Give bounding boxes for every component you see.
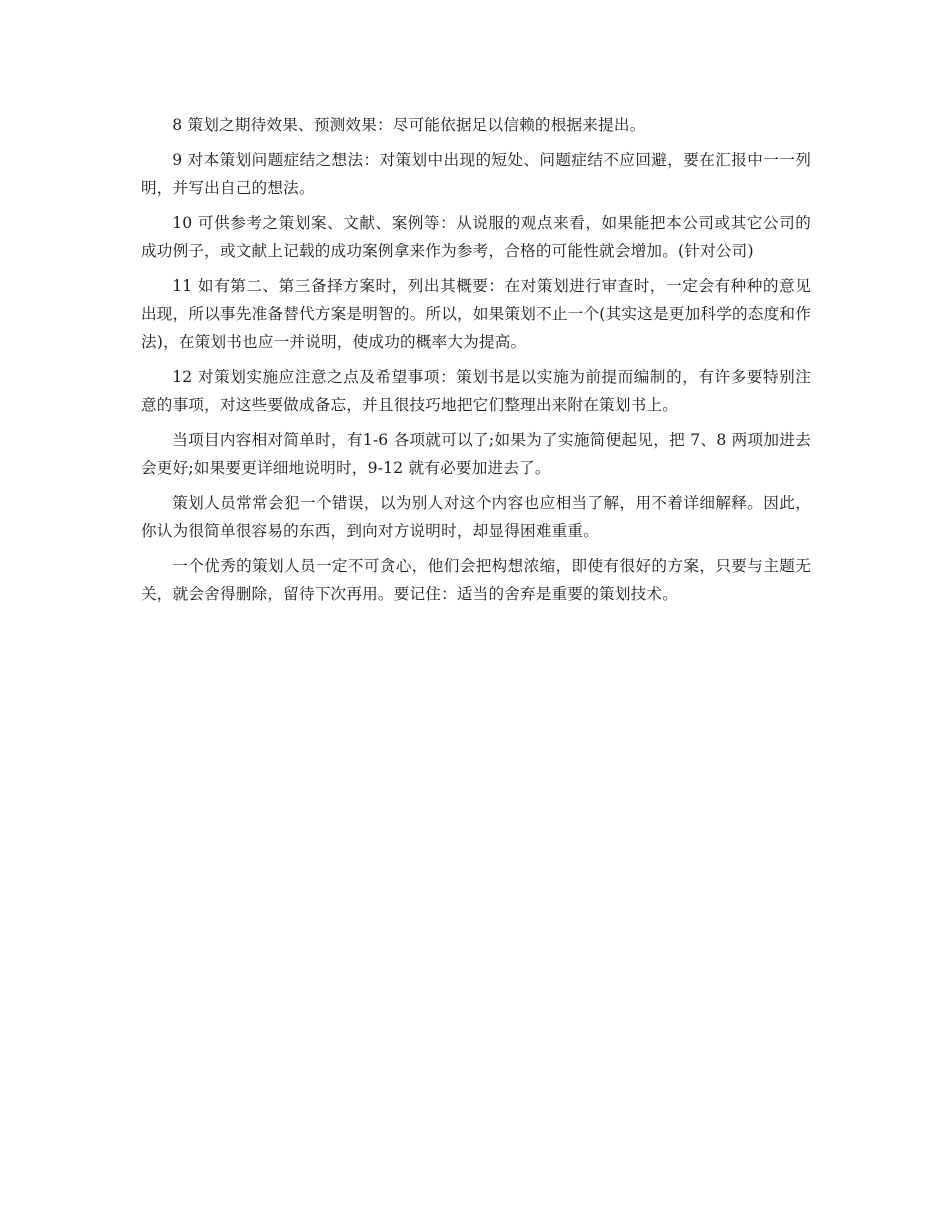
paragraph-excellent-planner: 一个优秀的策划人员一定不可贪心，他们会把构想浓缩，即使有很好的方案，只要与主题无关，就会舍得删除，留待下次再用。要记住：适当的舍弃是重要的策划技术。 <box>141 557 811 603</box>
paragraph-simple-project: 当项目内容相对简单时，有1-6 各项就可以了;如果为了实施简便起见，把 7、8 两项加进去会更好;如果要更详细地说明时，9-12 就有必要加进去了。 <box>141 431 811 477</box>
paragraph-item-11: 11 如有第二、第三备择方案时，列出其概要：在对策划进行审查时，一定会有种种的意见出现，所以事先准备替代方案是明智的。所以，如果策划不止一个(其实这是更加科学的态度和作法)，在策划书也应一并说明，使成功的概率大为提高。 <box>141 277 811 351</box>
paragraph-item-9: 9 对本策划问题症结之想法：对策划中出现的短处、问题症结不应回避，要在汇报中一一列明，并写出自己的想法。 <box>141 151 811 197</box>
paragraph-item-12: 12 对策划实施应注意之点及希望事项：策划书是以实施为前提而编制的，有许多要特别注意的事项，对这些要做成备忘，并且很技巧地把它们整理出来附在策划书上。 <box>141 368 811 414</box>
paragraph-common-mistake: 策划人员常常会犯一个错误，以为别人对这个内容也应相当了解，用不着详细解释。因此，你认为很简单很容易的东西，到向对方说明时，却显得困难重重。 <box>141 494 811 540</box>
document-body <box>141 111 811 615</box>
paragraph-item-10: 10 可供参考之策划案、文献、案例等：从说服的观点来看，如果能把本公司或其它公司的成功例子，或文献上记载的成功案例拿来作为参考，合格的可能性就会增加。(针对公司) <box>141 214 811 260</box>
paragraph-item-8: 8 策划之期待效果、预测效果：尽可能依据足以信赖的根据来提出。 <box>172 116 646 134</box>
